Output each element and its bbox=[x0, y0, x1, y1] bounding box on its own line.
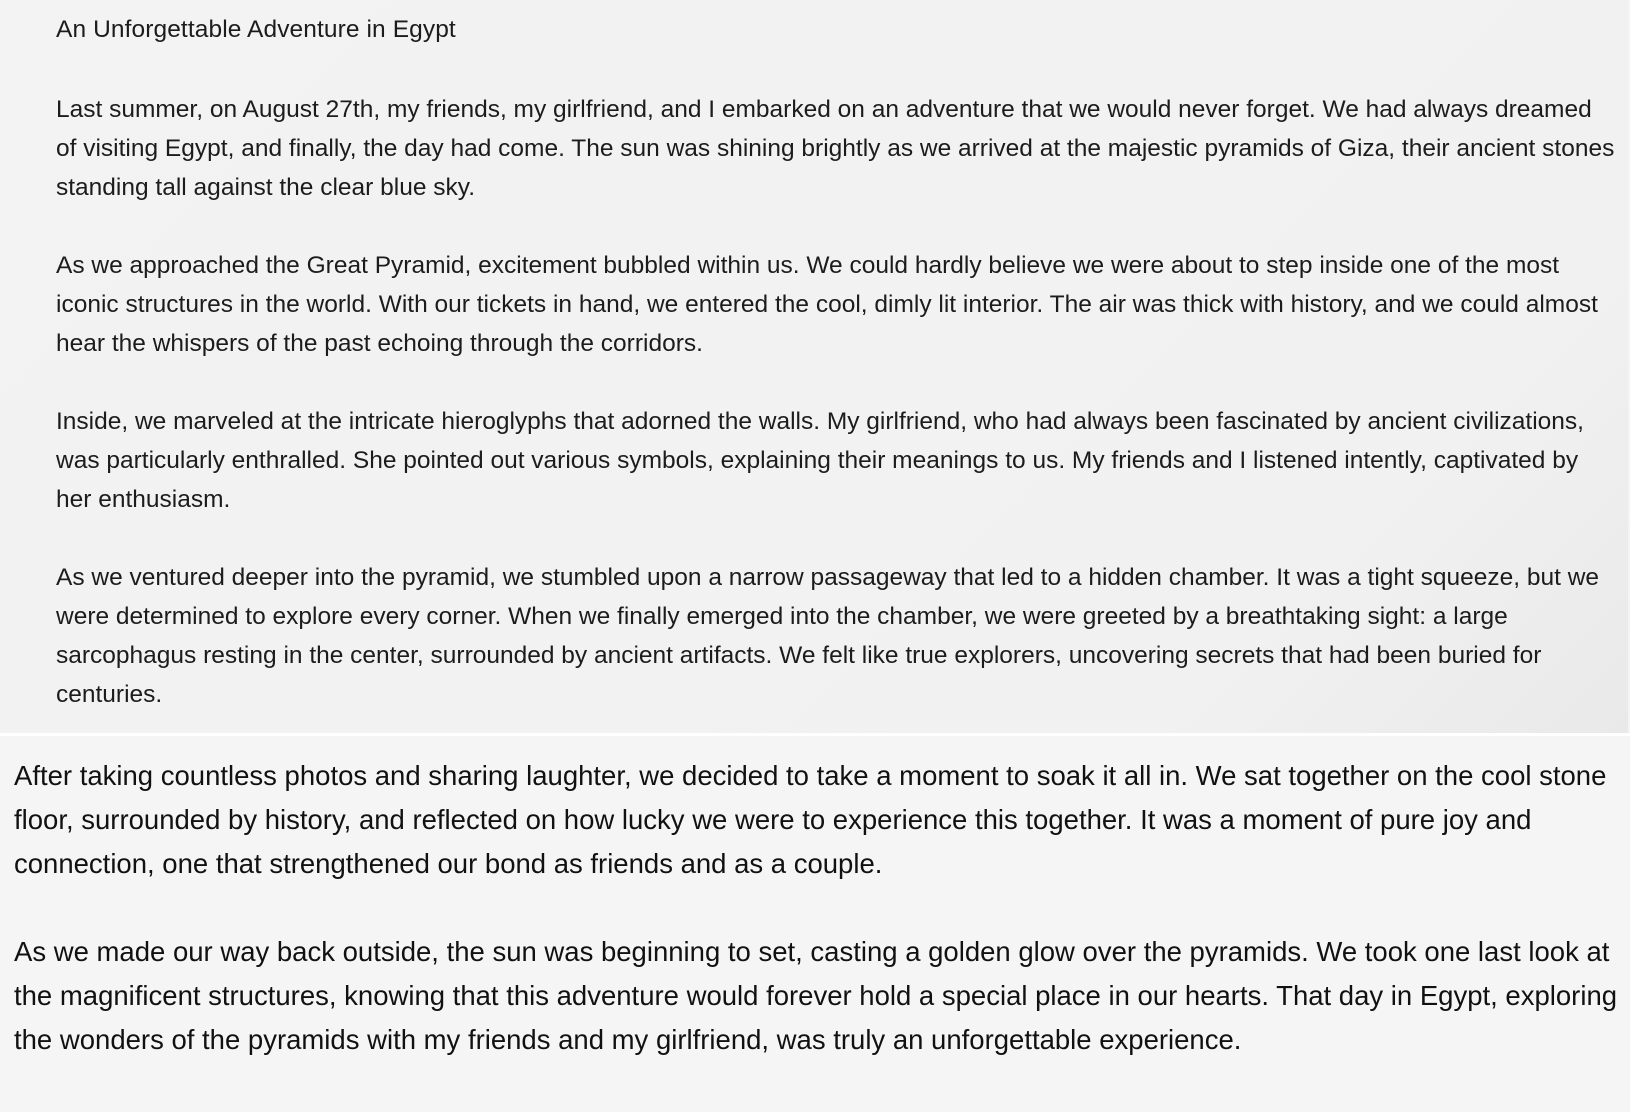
story-title: An Unforgettable Adventure in Egypt bbox=[56, 16, 456, 43]
story-paragraph-2: As we approached the Great Pyramid, excitement bubbled within us. We could hardly believe we were about to step inside one of the most iconic structures in the world. With our tickets in hand, we entered the cool, dimly lit interior. The air was thick with history, and we could almost hear the whispers of the past echoing through the corridors. bbox=[56, 252, 1598, 357]
story-paragraph-3: Inside, we marveled at the intricate hieroglyphs that adorned the walls. My girlfriend, who had always been fascinated by ancient civilizations, was particularly enthralled. She pointed out various symbols, explaining their meanings to us. My friends and I listened intently, captivated by her enthusiasm. bbox=[56, 408, 1584, 513]
story-paragraph-1: Last summer, on August 27th, my friends, my girlfriend, and I embarked on an adventure that we would never forget. We had always dreamed of visiting Egypt, and finally, the day had come. The sun was shining brightly as we arrived at the majestic pyramids of Giza, their ancient stones standing tall against the clear blue sky. bbox=[56, 96, 1615, 201]
story-paragraph-5: After taking countless photos and sharing laughter, we decided to take a moment to soak it all in. We sat together on the cool stone floor, surrounded by history, and reflected on how lucky we were to experience this together. It was a moment of pure joy and connection, one that strengthened our bond as friends and as a couple. bbox=[14, 760, 1607, 879]
story-bottom-panel bbox=[0, 736, 1630, 1112]
story-paragraph-6: As we made our way back outside, the sun was beginning to set, casting a golden glow over the pyramids. We took one last look at the magnificent structures, knowing that this adventure would forever hold a special place in our hearts. That day in Egypt, exploring the wonders of the pyramids with my friends and my girlfriend, was truly an unforgettable experience. bbox=[14, 936, 1618, 1055]
story-paragraph-4: As we ventured deeper into the pyramid, we stumbled upon a narrow passageway that led to a hidden chamber. It was a tight squeeze, but we were determined to explore every corner. When we finally emerged into the chamber, we were greeted by a breathtaking sight: a large sarcophagus resting in the center, surrounded by ancient artifacts. We felt like true explorers, uncovering secrets that had been buried for centuries. bbox=[56, 564, 1600, 708]
